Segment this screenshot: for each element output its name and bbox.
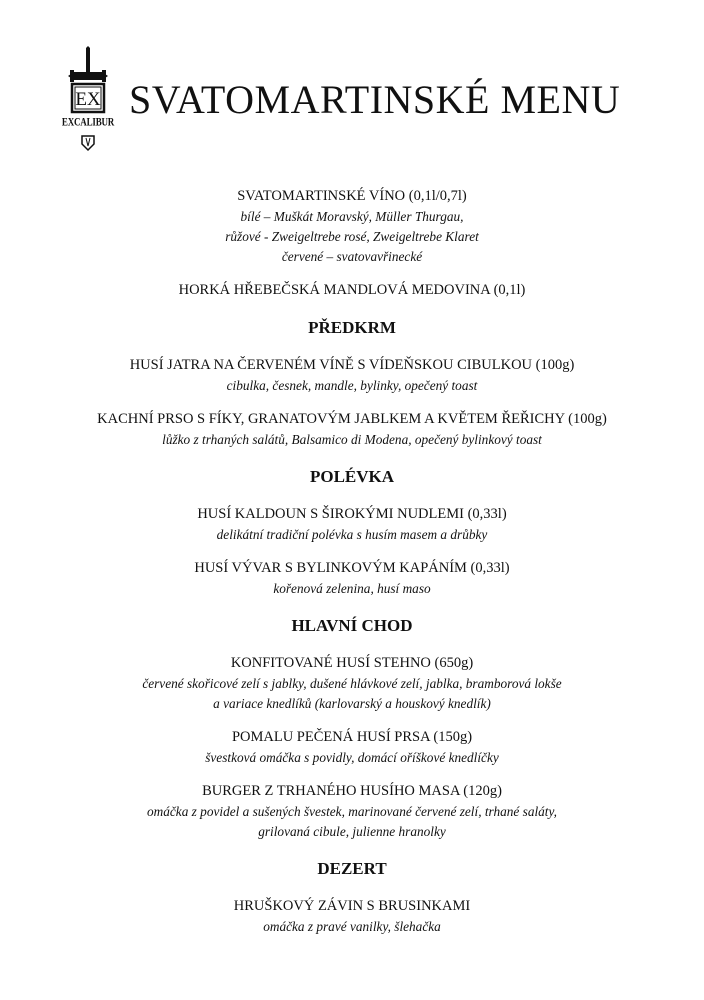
menu-item <box>0 653 704 714</box>
section-heading-appetizer: PŘEDKRM <box>308 318 396 337</box>
item-name: HORKÁ HŘEBEČSKÁ MANDLOVÁ MEDOVINA (0,1l) <box>178 282 526 298</box>
menu-item <box>0 896 704 937</box>
page-title: SVATOMARTINSKÉ MENU <box>129 77 621 122</box>
item-description: růžové - Zweigeltrebe rosé, Zweigeltrebe Klaret <box>225 229 479 244</box>
section-heading-soup: POLÉVKA <box>309 467 395 486</box>
item-description: a variace knedlíků (karlovarský a houskový knedlík) <box>213 696 491 711</box>
menu-item <box>0 781 704 842</box>
menu-header <box>58 46 658 156</box>
excalibur-logo <box>58 46 118 156</box>
item-description: bílé – Muškát Moravský, Müller Thurgau, <box>240 209 464 224</box>
item-name: KONFITOVANÉ HUSÍ STEHNO (650g) <box>230 655 474 671</box>
menu-item <box>0 355 704 396</box>
item-name: HUSÍ JATRA NA ČERVENÉM VÍNĚ S VÍDEŇSKOU CIBULKOU (100g) <box>129 357 575 373</box>
item-description: cibulka, česnek, mandle, bylinky, opečený toast <box>226 378 478 393</box>
menu-item <box>0 409 704 450</box>
menu-item <box>0 558 704 599</box>
item-name: BURGER Z TRHANÉHO HUSÍHO MASA (120g) <box>202 783 502 799</box>
item-description: švestková omáčka s povidly, domácí oříškové knedlíčky <box>205 750 499 765</box>
logo-wordmark: EXCALIBUR <box>61 115 115 128</box>
item-description: kořenová zelenina, husí maso <box>273 581 431 596</box>
sword-shield-emblem-icon <box>58 46 118 156</box>
item-name: KACHNÍ PRSO S FÍKY, GRANATOVÝM JABLKEM A KVĚTEM ŘEŘICHY (100g) <box>97 411 607 427</box>
item-description: červené skořicové zelí s jablky, dušené hlávkové zelí, jablka, bramborová lokše <box>142 676 562 691</box>
menu-item <box>0 727 704 768</box>
item-description: omáčka z pravé vanilky, šlehačka <box>263 919 441 934</box>
item-description: lůžko z trhaných salátů, Balsamico di Modena, opečený bylinkový toast <box>162 432 542 447</box>
item-name: POMALU PEČENÁ HUSÍ PRSA (150g) <box>231 729 473 745</box>
item-name: HUSÍ KALDOUN S ŠIROKÝMI NUDLEMI (0,33l) <box>197 506 507 522</box>
section-heading-main-course: HLAVNÍ CHOD <box>291 616 413 635</box>
menu-item-mead <box>0 280 704 301</box>
logo-monogram: EX <box>75 89 101 110</box>
item-name: HUSÍ VÝVAR S BYLINKOVÝM KAPÁNÍM (0,33l) <box>194 560 510 576</box>
menu-item <box>0 504 704 545</box>
section-heading-dessert: DEZERT <box>317 859 387 878</box>
item-description: červené – svatovavřinecké <box>281 249 423 264</box>
item-description: delikátní tradiční polévka s husím masem a drůbky <box>216 527 488 542</box>
item-description: grilovaná cibule, julienne hranolky <box>258 824 446 839</box>
item-name: HRUŠKOVÝ ZÁVIN S BRUSINKAMI <box>233 898 471 914</box>
item-name: SVATOMARTINSKÉ VÍNO (0,1l/0,7l) <box>237 188 467 204</box>
item-description: omáčka z povidel a sušených švestek, marinované červené zelí, trhané saláty, <box>147 804 557 819</box>
menu-item-wine <box>0 186 704 267</box>
menu-body <box>0 186 704 937</box>
